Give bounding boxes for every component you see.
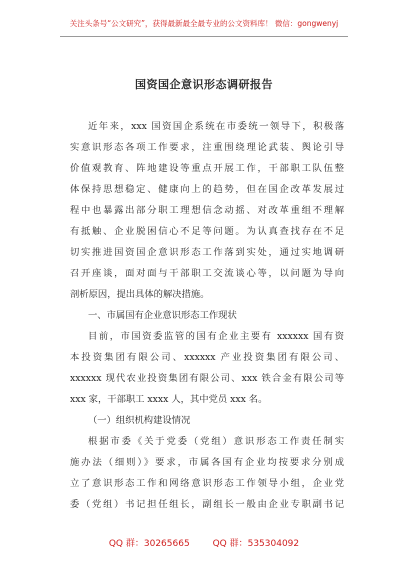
text-line: 本投资集团有限公司、xxxxxx 产业投资集团有限公司、 — [70, 352, 344, 363]
text-line: xxxxxx 现代农业投资集团有限公司、xxx 铁合金有限公司等 — [70, 373, 344, 384]
text-line: 委（党组）书记担任组长，副组长一般由企业专职副书记 — [70, 499, 344, 510]
document-title: 国资国企意识形态调研报告 — [135, 78, 273, 91]
text-line: 实意识形态各项工作要求，注重围绕理论武装、舆论引导 — [70, 142, 344, 153]
text-line: 根据市委《关于党委（党组）意识形态工作责任制实 — [88, 436, 344, 447]
footer-qq-group-1: QQ 群：30265665 — [108, 539, 190, 549]
text-line: 立了意识形态工作和网络意识形态工作领导小组，企业党 — [70, 478, 344, 489]
footer-qq-group-2: QQ 群：535304092 — [212, 539, 300, 549]
text-line: 体保持思想稳定、健康向上的趋势，但在国企改革发展过 — [70, 184, 344, 195]
text-line: 近年来，xxx 国资国企系统在市委统一领导下，积极落 — [88, 121, 344, 132]
footer — [0, 536, 408, 549]
text-line: 召开座谈，面对面与干部职工交流谈心等，以问题为导向 — [70, 268, 344, 279]
document-body — [70, 116, 344, 515]
header-note: 关注头条号“公文研究”，获得最新最全最专业的公文资料库！ 微信：gongwenyj — [69, 19, 339, 28]
text-line: 一、市属国有企业意识形态工作现状 — [88, 310, 237, 321]
text-line: （一）组织机构建设情况 — [88, 415, 191, 426]
text-line: 施办法（细则）》要求，市属各国有企业均按要求分别成 — [70, 457, 344, 468]
text-line: 程中也暴露出部分职工理想信念动摇、对改革重组不理解 — [70, 205, 344, 216]
text-line: 目前，市国资委监管的国有企业主要有 xxxxxx 国有资 — [88, 331, 344, 342]
text-line: 有抵触、企业脱困信心不足等问题。为认真查找存在不足 — [70, 226, 344, 237]
text-line: xxx 家，干部职工 xxxx 人，其中党员 xxx 名。 — [70, 394, 268, 405]
text-line: 价值观教育、阵地建设等重点开展工作，干部职工队伍整 — [70, 163, 344, 174]
header-divider — [60, 36, 348, 37]
text-line: 剖析原因，提出具体的解决措施。 — [70, 289, 210, 300]
text-line: 切实推进国资国企意识形态工作落到实处，通过实地调研 — [70, 247, 344, 258]
